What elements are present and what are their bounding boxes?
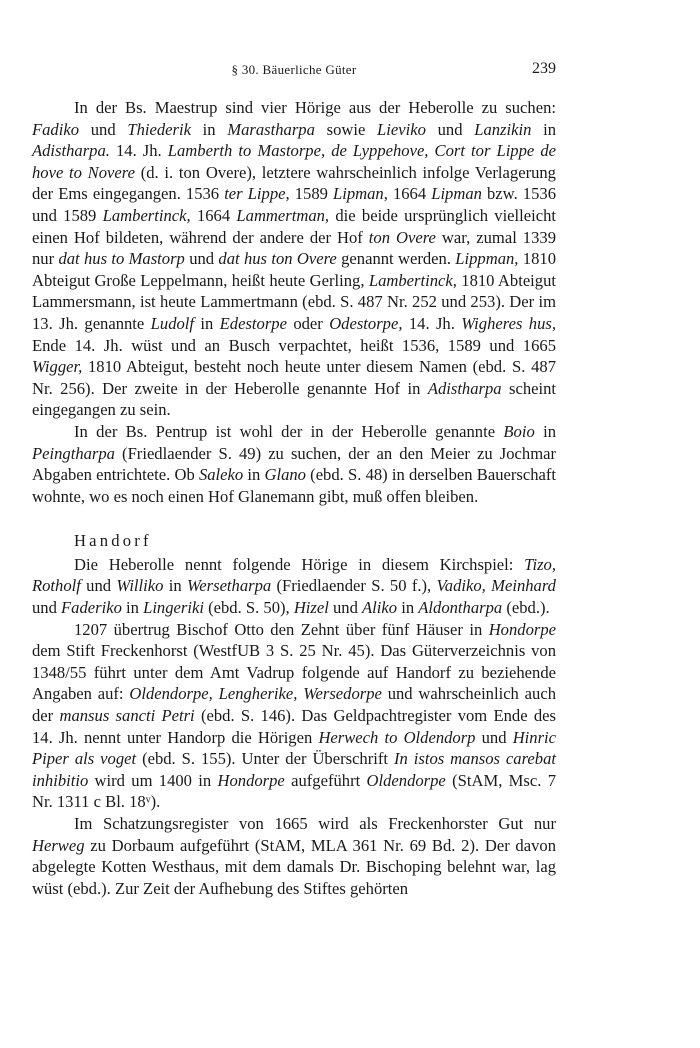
italic-term: Adistharpa	[427, 378, 502, 398]
paragraph	[32, 421, 556, 507]
italic-term: Saleko	[198, 465, 244, 485]
body-text	[32, 97, 556, 899]
text-run: aufgeführt	[284, 770, 367, 790]
section-heading: Handorf	[74, 531, 152, 551]
text-run: und wahrscheinlich auch der	[32, 684, 557, 726]
text-run: in	[163, 576, 187, 596]
text-run: In der Bs. Maestrup sind vier Hörige aus der Heberolle zu suchen:	[74, 98, 556, 117]
text-run: dem Stift Freckenhorst (WestfUB 3 S. 25 Nr. 45). Das Güterverzeichnis von 1348/55 führt unter dem Amt Vadrup folgende auf Handorf zu beziehende Angaben auf:	[32, 641, 556, 704]
italic-term: ter Lippe,	[224, 184, 290, 204]
text-run: 1810 Abteigut, besteht noch heute unter diesem Namen (ebd. S. 487 Nr. 256). Der zweite in der Heberolle genannte Hof in	[32, 357, 556, 398]
text-run: 1664	[190, 205, 237, 225]
italic-term: ton Overe	[368, 227, 436, 247]
text-run: sowie	[314, 119, 378, 139]
italic-term: Peingtharpa	[32, 443, 115, 463]
italic-term: Tizo, Rotholf	[32, 554, 556, 596]
text-run: und	[184, 249, 219, 269]
italic-term: mansus sancti Petri	[59, 706, 195, 726]
italic-term: Odestorpe,	[329, 313, 403, 333]
italic-term: Edestorpe	[219, 313, 287, 333]
text-run: 1207 übertrug Bischof Otto den Zehnt über fünf Häuser in	[74, 619, 489, 639]
text-run: und	[328, 598, 363, 618]
italic-term: Aldontharpa	[418, 598, 503, 618]
text-run: in	[194, 313, 220, 333]
page-header	[32, 62, 556, 82]
text-run: die beide ursprünglich vielleicht einen Hof bildeten, während der andere der Hof	[32, 205, 557, 247]
italic-term: Lipman	[431, 184, 482, 204]
italic-term: Herwech to Oldendorp	[318, 727, 476, 747]
text-run: in	[121, 598, 144, 618]
text-run: in	[534, 421, 556, 441]
text-run: 1664	[387, 184, 432, 204]
text-run: 1810 Abteigut Lammersmann, ist heute Lammertmann (ebd. S. 487 Nr. 252 und 253). Der im 13. Jh. genannte	[32, 270, 556, 333]
italic-term: Fadiko	[32, 119, 80, 139]
text-run: scheint eingegangen zu sein.	[32, 378, 557, 420]
italic-term: Hondorpe	[488, 619, 556, 639]
text-run: in	[190, 119, 228, 139]
running-head: § 30. Bäuerliche Güter	[231, 62, 357, 77]
italic-term: dat hus ton Overe	[218, 249, 337, 269]
italic-term: Oldendorpe	[366, 770, 446, 790]
italic-term: Faderiko	[61, 598, 122, 618]
text-run: Im Schatzungsregister von 1665 wird als Freckenhorster Gut nur	[74, 814, 556, 833]
text-run: 1589	[289, 184, 333, 204]
italic-term: In istos mansos carebat inhibitio	[32, 749, 556, 790]
italic-term: Boio	[503, 421, 535, 441]
italic-term: Oldendorpe, Lengherike, Wersedorpe	[129, 684, 382, 704]
text-run: Ende 14. Jh. wüst und an Busch verpachtet, heißt 1536, 1589 und 1665	[32, 335, 556, 355]
text-run: oder	[286, 313, 330, 333]
paragraph	[32, 813, 556, 899]
italic-term: Marastharpa	[227, 119, 315, 139]
text-run: genannt werden.	[336, 249, 456, 269]
text-run: in	[397, 598, 419, 618]
text-run: 1810 Abteigut Große Leppelmann, heißt heute Gerling,	[32, 249, 556, 290]
text-run: (ebd. S. 146). Das Geldpachtregister vom Ende des 14. Jh. nennt unter Handorp die Hörigen	[32, 706, 557, 747]
text-run: und	[79, 119, 128, 139]
italic-term: Lammertman,	[236, 205, 330, 225]
text-run: war, zumal 1339 nur	[32, 227, 556, 269]
text-run: und	[32, 598, 62, 618]
italic-term: Lambertinck,	[368, 270, 457, 290]
text-run: zu Dorbaum aufgeführt (StAM, MLA 361 Nr. 69 Bd. 2). Der davon abgelegte Kotten Westhaus, mit dem damals Dr. Bischoping belehnt war, lag wüst (ebd.). Zur Zeit der Aufhebung des Stiftes gehörten	[32, 835, 556, 898]
italic-term: Wigger,	[32, 357, 83, 377]
text-run: (d. i. ton Overe), letztere wahrscheinlich infolge Verlagerung der Ems eingegangen. 1536	[32, 162, 556, 204]
italic-term: Wersetharpa	[186, 576, 272, 596]
italic-term: Lieviko	[377, 119, 426, 139]
text-run: in	[531, 119, 557, 139]
italic-term: Hondorpe	[217, 770, 285, 790]
paragraph	[32, 554, 556, 619]
paragraph	[32, 97, 556, 421]
italic-term: Wigheres hus,	[461, 313, 556, 333]
paragraph	[32, 619, 556, 813]
italic-term: Lipman,	[333, 184, 388, 204]
text-run: (ebd. S. 50),	[203, 598, 294, 618]
text-run: und	[80, 576, 117, 596]
text-run: (ebd. S. 155). Unter der Überschrift	[136, 749, 394, 769]
text-run: wird um 1400 in	[88, 770, 218, 790]
italic-term: Vadiko, Meinhard	[436, 576, 556, 596]
italic-term: Lambertinck,	[102, 205, 191, 225]
italic-term: Williko	[116, 576, 164, 596]
text-run: bzw. 1536 und 1589	[32, 184, 556, 225]
text-run: (Friedlaender S. 50 f.),	[271, 576, 437, 596]
italic-term: Adistharpa.	[32, 141, 110, 161]
text-run: Die Heberolle nennt folgende Hörige in diesem Kirchspiel:	[74, 554, 525, 574]
text-run: und	[475, 727, 513, 747]
text-run: (ebd.).	[502, 598, 550, 618]
italic-term: Thiederik	[127, 119, 191, 139]
page-number: 239	[532, 60, 556, 77]
italic-term: dat hus to Mastorp	[58, 249, 185, 269]
text-run: 14. Jh.	[109, 141, 168, 161]
italic-term: Hizel	[293, 598, 329, 618]
text-run: und	[425, 119, 475, 139]
italic-term: Lamberth to Mastorpe, de Lyppehove, Cort tor Lippe de hove to Novere	[32, 141, 557, 182]
italic-term: Lippman,	[455, 249, 519, 269]
italic-term: Ludolf	[150, 313, 195, 333]
text-run: 14. Jh.	[402, 313, 462, 333]
italic-term: Lingeriki	[143, 598, 204, 618]
italic-term: Hinric Piper als voget	[32, 727, 557, 769]
text-run: (StAM, Msc. 7 Nr. 1311 c Bl. 18ᵛ).	[32, 770, 556, 812]
text-run: (Friedlaender S. 49) zu suchen, der an den Meier zu Jochmar Abgaben entrichtete. Ob	[32, 443, 556, 485]
italic-term: Glano	[264, 465, 306, 485]
text-run: In der Bs. Pentrup ist wohl der in der Heberolle genannte	[74, 421, 504, 441]
italic-term: Lanzikin	[474, 119, 532, 139]
text-run: in	[243, 465, 265, 485]
italic-term: Aliko	[362, 598, 398, 618]
text-run: (ebd. S. 48) in derselben Bauerschaft wohnte, wo es noch einen Hof Glanemann gibt, muß offen bleiben.	[32, 465, 556, 506]
italic-term: Herweg	[32, 835, 85, 855]
